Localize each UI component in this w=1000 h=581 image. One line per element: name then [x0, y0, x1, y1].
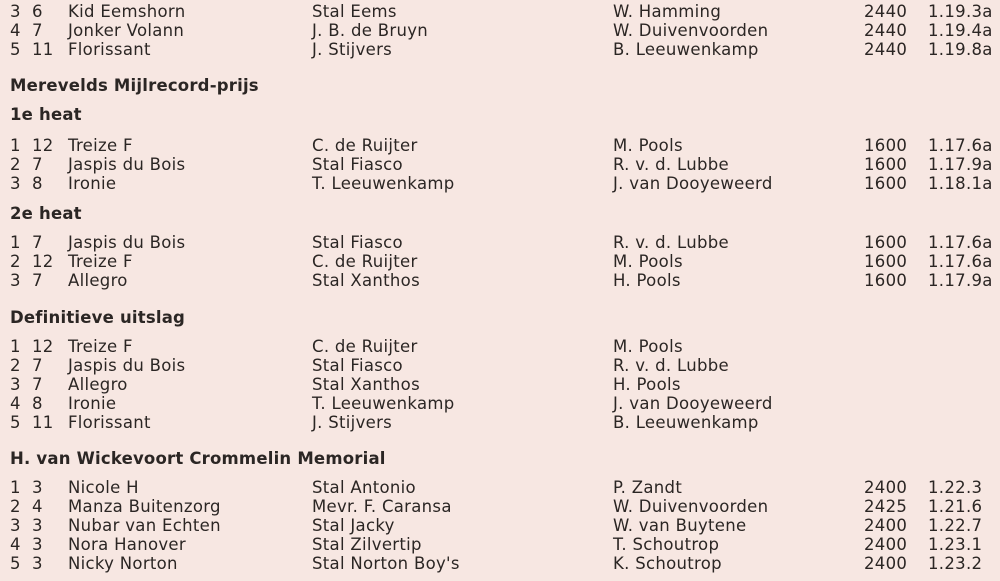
distance-cell: 2400	[864, 535, 908, 554]
distance-cell: 2425	[864, 497, 908, 516]
owner-name: C. de Ruijter	[312, 252, 418, 271]
horse-name: Manza Buitenzorg	[68, 497, 221, 516]
number-cell: 8	[32, 174, 43, 193]
position-cell: 5	[10, 40, 21, 59]
time-cell: 1.19.8a	[928, 40, 993, 59]
result-row	[0, 40, 1000, 60]
owner-name: Stal Xanthos	[312, 271, 420, 290]
section-heading: H. van Wickevoort Crommelin Memorial	[10, 449, 386, 468]
result-row	[0, 337, 1000, 357]
distance-cell: 2400	[864, 516, 908, 535]
number-cell: 11	[32, 413, 54, 432]
owner-name: J. B. de Bruyn	[312, 21, 429, 40]
result-row	[0, 155, 1000, 175]
result-row	[0, 136, 1000, 156]
driver-name: W. van Buytene	[613, 516, 747, 535]
result-row	[0, 394, 1000, 414]
distance-cell: 2440	[864, 21, 908, 40]
time-cell: 1.23.2	[928, 554, 983, 573]
result-row	[0, 356, 1000, 376]
result-row	[0, 478, 1000, 498]
horse-name: Florissant	[68, 413, 151, 432]
time-cell: 1.22.3	[928, 478, 983, 497]
result-row	[0, 252, 1000, 272]
result-row	[0, 174, 1000, 194]
driver-name: H. Pools	[613, 271, 681, 290]
number-cell: 11	[32, 40, 54, 59]
horse-name: Allegro	[68, 271, 128, 290]
number-cell: 7	[32, 271, 43, 290]
driver-name: H. Pools	[613, 375, 681, 394]
position-cell: 3	[10, 516, 21, 535]
number-cell: 3	[32, 478, 43, 497]
section-heading: Definitieve uitslag	[10, 308, 186, 327]
position-cell: 3	[10, 271, 21, 290]
position-cell: 3	[10, 375, 21, 394]
position-cell: 3	[10, 174, 21, 193]
driver-name: W. Duivenvoorden	[613, 497, 769, 516]
horse-name: Jaspis du Bois	[68, 155, 186, 174]
result-row	[0, 413, 1000, 433]
time-cell: 1.17.6a	[928, 252, 993, 271]
owner-name: T. Leeuwenkamp	[312, 174, 455, 193]
time-cell: 1.18.1a	[928, 174, 993, 193]
number-cell: 12	[32, 252, 54, 271]
result-row	[0, 516, 1000, 536]
owner-name: C. de Ruijter	[312, 337, 418, 356]
driver-name: P. Zandt	[613, 478, 683, 497]
result-row	[0, 497, 1000, 517]
distance-cell: 1600	[864, 136, 908, 155]
horse-name: Treize F	[68, 136, 133, 155]
driver-name: R. v. d. Lubbe	[613, 155, 729, 174]
position-cell: 2	[10, 497, 21, 516]
horse-name: Allegro	[68, 375, 128, 394]
position-cell: 3	[10, 2, 21, 21]
time-cell: 1.17.6a	[928, 136, 993, 155]
position-cell: 5	[10, 413, 21, 432]
position-cell: 4	[10, 535, 21, 554]
position-cell: 2	[10, 155, 21, 174]
driver-name: M. Pools	[613, 252, 683, 271]
distance-cell: 2440	[864, 2, 908, 21]
horse-name: Treize F	[68, 337, 133, 356]
time-cell: 1.21.6	[928, 497, 983, 516]
horse-name: Jaspis du Bois	[68, 233, 186, 252]
driver-name: W. Duivenvoorden	[613, 21, 769, 40]
number-cell: 6	[32, 2, 43, 21]
position-cell: 1	[10, 136, 21, 155]
horse-name: Jonker Volann	[68, 21, 185, 40]
distance-cell: 1600	[864, 174, 908, 193]
distance-cell: 2400	[864, 478, 908, 497]
number-cell: 7	[32, 356, 43, 375]
distance-cell: 1600	[864, 233, 908, 252]
driver-name: T. Schoutrop	[613, 535, 720, 554]
section-heading: 2e heat	[10, 204, 82, 223]
time-cell: 1.17.9a	[928, 271, 993, 290]
number-cell: 3	[32, 535, 43, 554]
horse-name: Nubar van Echten	[68, 516, 221, 535]
time-cell: 1.23.1	[928, 535, 983, 554]
owner-name: J. Stijvers	[312, 413, 393, 432]
horse-name: Nora Hanover	[68, 535, 186, 554]
number-cell: 8	[32, 394, 43, 413]
horse-name: Nicky Norton	[68, 554, 178, 573]
section-heading: 1e heat	[10, 105, 82, 124]
owner-name: Stal Eems	[312, 2, 397, 21]
result-row	[0, 554, 1000, 574]
driver-name: M. Pools	[613, 136, 683, 155]
driver-name: J. van Dooyeweerd	[613, 394, 773, 413]
driver-name: K. Schoutrop	[613, 554, 722, 573]
horse-name: Treize F	[68, 252, 133, 271]
position-cell: 4	[10, 394, 21, 413]
distance-cell: 2400	[864, 554, 908, 573]
driver-name: B. Leeuwenkamp	[613, 40, 759, 59]
owner-name: T. Leeuwenkamp	[312, 394, 455, 413]
number-cell: 3	[32, 516, 43, 535]
driver-name: B. Leeuwenkamp	[613, 413, 759, 432]
driver-name: W. Hamming	[613, 2, 722, 21]
owner-name: Stal Jacky	[312, 516, 395, 535]
owner-name: J. Stijvers	[312, 40, 393, 59]
owner-name: Stal Fiasco	[312, 233, 403, 252]
driver-name: R. v. d. Lubbe	[613, 356, 729, 375]
owner-name: Stal Xanthos	[312, 375, 420, 394]
driver-name: J. van Dooyeweerd	[613, 174, 773, 193]
result-row	[0, 535, 1000, 555]
owner-name: Stal Fiasco	[312, 356, 403, 375]
owner-name: Stal Norton Boy's	[312, 554, 460, 573]
time-cell: 1.22.7	[928, 516, 983, 535]
distance-cell: 1600	[864, 271, 908, 290]
section-heading: Merevelds Mijlrecord-prijs	[10, 76, 259, 95]
number-cell: 7	[32, 21, 43, 40]
horse-name: Ironie	[68, 394, 117, 413]
horse-name: Florissant	[68, 40, 151, 59]
time-cell: 1.19.3a	[928, 2, 993, 21]
owner-name: Stal Zilvertip	[312, 535, 422, 554]
horse-name: Kid Eemshorn	[68, 2, 186, 21]
position-cell: 2	[10, 356, 21, 375]
owner-name: Mevr. F. Caransa	[312, 497, 452, 516]
distance-cell: 1600	[864, 155, 908, 174]
time-cell: 1.17.6a	[928, 233, 993, 252]
result-row	[0, 375, 1000, 395]
result-row	[0, 271, 1000, 291]
owner-name: C. de Ruijter	[312, 136, 418, 155]
result-row	[0, 233, 1000, 253]
owner-name: Stal Antonio	[312, 478, 416, 497]
number-cell: 4	[32, 497, 43, 516]
position-cell: 1	[10, 233, 21, 252]
horse-name: Jaspis du Bois	[68, 356, 186, 375]
number-cell: 12	[32, 136, 54, 155]
driver-name: R. v. d. Lubbe	[613, 233, 729, 252]
result-row	[0, 2, 1000, 22]
number-cell: 7	[32, 375, 43, 394]
number-cell: 7	[32, 233, 43, 252]
horse-name: Nicole H	[68, 478, 139, 497]
number-cell: 7	[32, 155, 43, 174]
distance-cell: 2440	[864, 40, 908, 59]
time-cell: 1.19.4a	[928, 21, 993, 40]
time-cell: 1.17.9a	[928, 155, 993, 174]
number-cell: 3	[32, 554, 43, 573]
driver-name: M. Pools	[613, 337, 683, 356]
position-cell: 5	[10, 554, 21, 573]
position-cell: 1	[10, 337, 21, 356]
position-cell: 4	[10, 21, 21, 40]
distance-cell: 1600	[864, 252, 908, 271]
position-cell: 2	[10, 252, 21, 271]
result-row	[0, 21, 1000, 41]
position-cell: 1	[10, 478, 21, 497]
horse-name: Ironie	[68, 174, 117, 193]
owner-name: Stal Fiasco	[312, 155, 403, 174]
number-cell: 12	[32, 337, 54, 356]
